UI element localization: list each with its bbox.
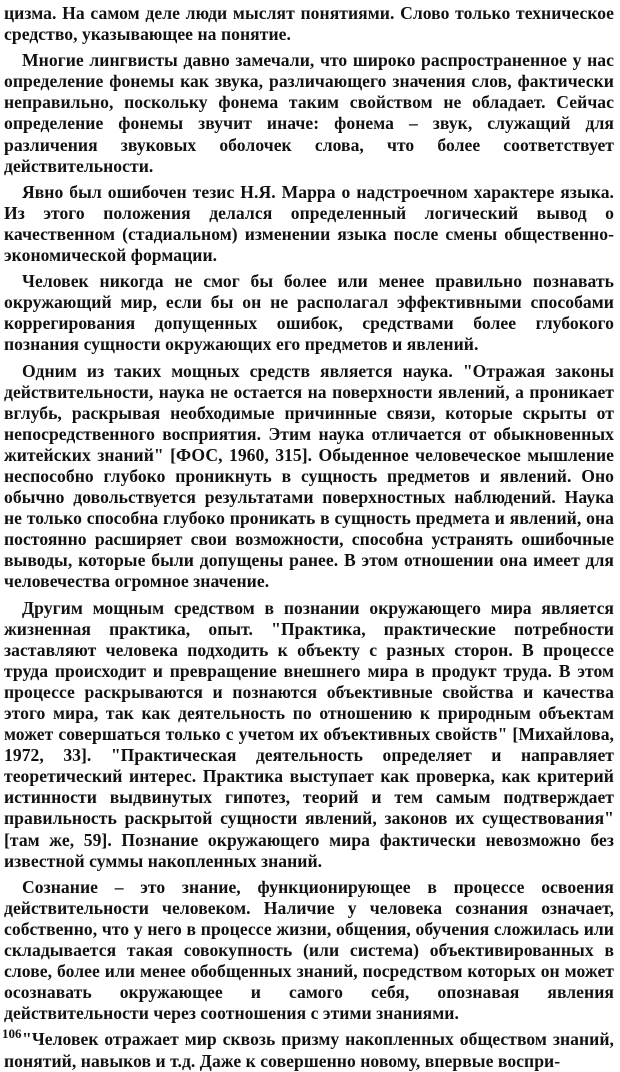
body-text	[4, 3, 614, 1072]
paragraph-4: Человек никогда не смог бы более или менее правильно познавать окружающий мир, если бы он не располагал эффективными способами коррегирования допущенных ошибок, средствами более глубокого познания сущности окружающих его предметов и явлений.	[4, 271, 614, 355]
page-number: 106	[2, 1026, 22, 1041]
paragraph-1: цизма. На самом деле люди мыслят понятиями. Слово только техническое средство, указывающее на понятие.	[4, 3, 614, 45]
paragraph-5: Одним из таких мощных средств является наука. "Отражая законы действительности, наука не остается на поверхности явлений, а проникает вглубь, раскрывая необходимые причинные связи, которые скрыты от непосредственного восприятия. Этим наука отличается от обыкновенных житейских знаний" [ФОС, 1960, 315]. Обыденное человеческое мышление неспособно глубоко проникнуть в сущность предметов и явлений. Оно обычно довольствуется результатами поверхностных наблюдений. Наука не только способна глубоко проникать в сущность предмета и явлений, она постоянно расширяет свои возможности, способна устранять ошибочные выводы, которые были допущены ранее. В этом отношении она имеет для человечества огромное значение.	[4, 360, 614, 592]
paragraph-3: Явно был ошибочен тезис Н.Я. Марра о надстроечном характере языка. Из этого положения делался определенный логический вывод о качественном (стадиальном) изменении языка после смены общественно-экономической формации.	[4, 181, 614, 266]
paragraph-6: Другим мощным средством в познании окружающего мира является жизненная практика, опыт. "Практика, практические потребности заставляют человека подходить к объекту с разных сторон. В процессе труда происходит и превращение внешнего мира в продукт труда. В этом процессе раскрываются и познаются объективные свойства и качества этого мира, так как деятельность по отношению к природным объектам может совершаться только с учетом их объективных свойств" [Михайлова, 1972, 33]. "Практическая деятельность определяет и направляет теоретический интерес. Практика выступает как проверка, как критерий истинности выдвинутых гипотез, теорий и тем самым подтверждает правильность раскрытой сущности явлений, законов их существования" [там же, 59]. Познание окружающего мира фактически невозможно без известной суммы накопленных знаний.	[4, 597, 614, 871]
paragraph-2: Многие лингвисты давно замечали, что широко распространенное у нас определение фонемы как звука, различающего значения слов, фактически неправильно, поскольку фонема таким свойством не обладает. Сейчас определение фонемы звучит иначе: фонема – звук, служащий для различения звуковых оболочек слова, что более соответствует действительности.	[4, 50, 614, 176]
paragraph-7: Сознание – это знание, функционирующее в процессе освоения действительности человеком. Наличие у человека сознания означает, собственно, что у него в процессе жизни, общения, обучения сложилась или складывается такая совокупность (или система) объективированных в слове, более или менее обобщенных знаний, посредством которых он может осознавать окружающее и самого себя, опознавая явления действительности через соотношения с этими знаниями.	[4, 876, 614, 1024]
paragraph-8: "Человек отражает мир сквозь призму накопленных обществом знаний, понятий, навыков и т.д. Даже к совершенно новому, впервые воспри-	[4, 1029, 614, 1071]
